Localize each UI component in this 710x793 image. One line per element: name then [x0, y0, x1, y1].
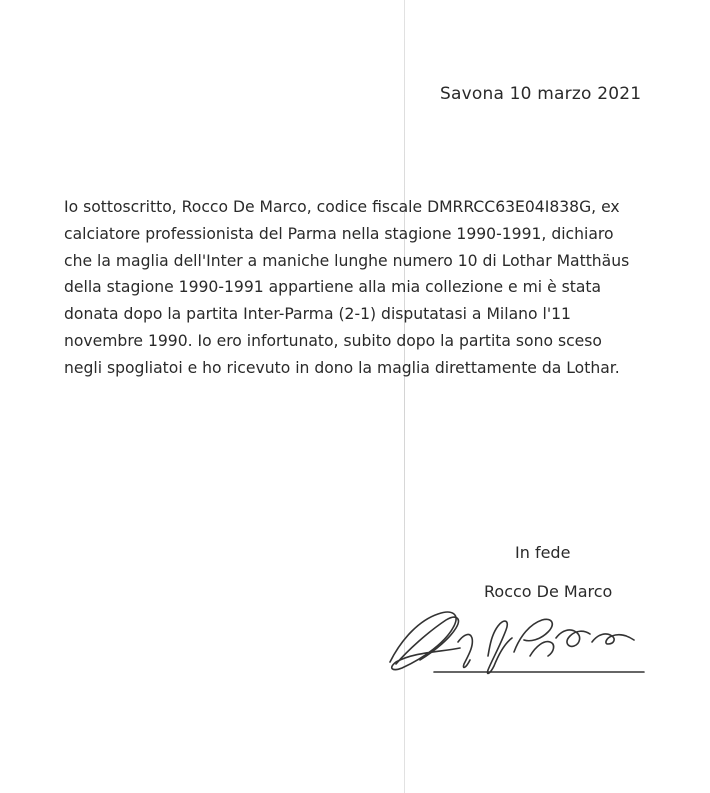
body-line: della stagione 1990-1991 appartiene alla mia collezione e mi è stata: [64, 278, 602, 297]
body-line: negli spogliatoi e ho ricevuto in dono la maglia direttamente da Lothar.: [64, 358, 620, 377]
signature-stroke: [390, 612, 460, 670]
signature-stroke: [592, 634, 634, 644]
body-line: calciatore professionista del Parma nella stagione 1990-1991, dichiaro: [64, 224, 614, 243]
declaration-body: [64, 194, 664, 382]
body-line: Io sottoscritto, Rocco De Marco, codice fiscale DMRRCC63E04I838G, ex: [64, 198, 620, 216]
signature-stroke: [458, 635, 472, 668]
body-line: donata dopo la partita Inter-Parma (2-1) disputatasi a Milano l'11: [64, 305, 571, 324]
body-line: novembre 1990. Io ero infortunato, subito dopo la partita sono sceso: [64, 331, 602, 350]
signature-stroke: [556, 630, 590, 646]
body-line: che la maglia dell'Inter a maniche lunghe numero 10 di Lothar Matthäus: [64, 251, 630, 270]
handwritten-signature: [380, 598, 655, 688]
closing-phrase: In fede: [515, 543, 571, 562]
signature-stroke: [487, 621, 512, 673]
place-and-date: Savona 10 marzo 2021: [440, 84, 642, 104]
signature-stroke: [530, 642, 554, 656]
signer-name: Rocco De Marco: [484, 582, 613, 601]
signature-stroke: [396, 617, 458, 664]
signature-stroke: [514, 619, 552, 652]
